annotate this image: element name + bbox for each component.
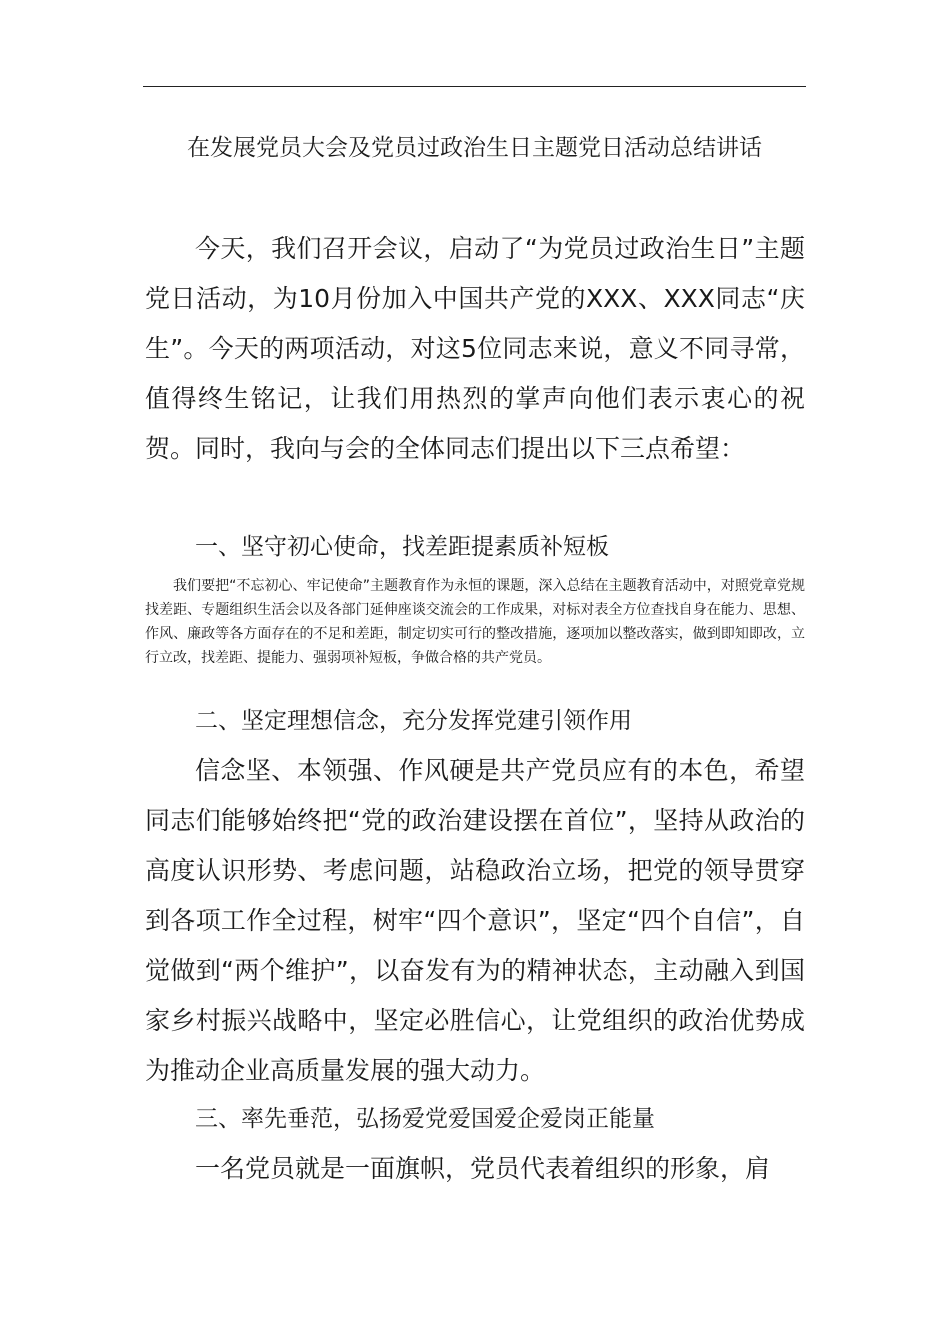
paragraph-section-3: 一名党员就是一面旗帜，党员代表着组织的形象，肩 bbox=[195, 1154, 771, 1183]
section-heading-2: 二、坚定理想信念，充分发挥党建引领作用 bbox=[195, 708, 632, 734]
section-heading-1: 一、坚守初心使命，找差距提素质补短板 bbox=[195, 534, 609, 560]
paragraph-section-2: 信念坚、本领强、作风硬是共产党员应有的本色，希望同志们能够始终把“党的政治建设摆在首位”，坚持从政治的高度认识形势、考虑问题，站稳政治立场，把党的领导贯穿到各项工作全过程，树牢“四个意识”，坚定“四个自信”，自觉做到“两个维护”，以奋发有为的精神状态，主动融入到国家乡村振兴战略中，坚定必胜信心，让党组织的政治优势成为推动企业高质量发展的强大动力。 bbox=[145, 756, 805, 1085]
header-rule bbox=[143, 86, 806, 87]
section-heading-3: 三、率先垂范，弘扬爱党爱国爱企爱岗正能量 bbox=[195, 1106, 655, 1132]
paragraph-intro: 今天，我们召开会议，启动了“为党员过政治生日”主题党日活动，为10月份加入中国共产党的XXX、XXX同志“庆生”。今天的两项活动，对这5位同志来说，意义不同寻常，值得终生铭记，让我们用热烈的掌声向他们表示衷心的祝贺。同时，我向与会的全体同志们提出以下三点希望： bbox=[145, 234, 805, 463]
paragraph-section-1: 我们要把“不忘初心、牢记使命”主题教育作为永恒的课题，深入总结在主题教育活动中，对照党章党规找差距、专题组织生活会以及各部门延伸座谈交流会的工作成果，对标对表全方位查找自身在能力、思想、作风、廉政等各方面存在的不足和差距，制定切实可行的整改措施，逐项加以整改落实，做到即知即改，立行立改，找差距、提能力、强弱项补短板，争做合格的共产党员。 bbox=[145, 578, 805, 666]
document-title: 在发展党员大会及党员过政治生日主题党日活动总结讲话 bbox=[187, 135, 762, 161]
